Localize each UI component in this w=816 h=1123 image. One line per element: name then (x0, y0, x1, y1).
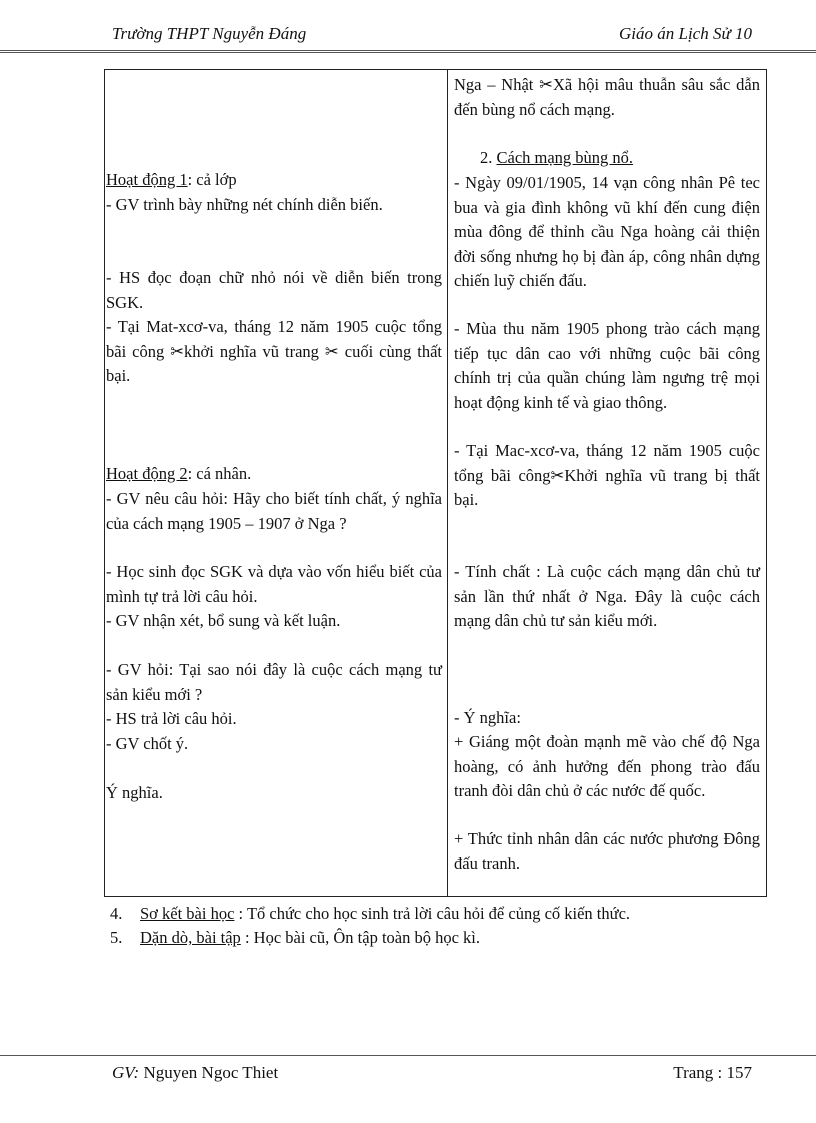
list-item-number: 4. (110, 904, 123, 923)
content-meaning-heading: - Ý nghĩa: (454, 708, 521, 727)
section-heading (454, 146, 786, 171)
activity-2-step-4: - GV hỏi: Tại sao nói đây là cuộc cách mạng tư sản kiểu mới ? (106, 660, 442, 704)
content-meaning-2: + Thức tỉnh nhân dân các nước phương Đông đấu tranh. (454, 829, 760, 873)
content-nature: - Tính chất : Là cuộc cách mạng dân chủ tư sản lần thứ nhất ở Nga. Đây là cuộc cách mạng dân chủ tư sản kiểu mới. (454, 562, 760, 630)
activity-1-mode: : cả lớp (187, 170, 237, 189)
list-item-number: 5. (110, 928, 123, 947)
activity-2-label: Hoạt động 2 (106, 464, 188, 483)
content-meaning-1: + Giáng một đoàn mạnh mẽ vào chế độ Nga hoàng, có ảnh hưởng đến phong trào đấu tranh đòi dân chủ ở các nước đế quốc. (454, 732, 760, 800)
header-subject: Giáo án Lịch Sử 10 (619, 24, 752, 43)
footer-page-number: Trang : 157 (673, 1063, 752, 1082)
activity-2-step-6: - GV chốt ý. (106, 734, 189, 753)
footer-gv-label: GV: (112, 1063, 140, 1082)
footer-teacher (112, 1063, 278, 1083)
list-item-label: Dặn dò, bài tập (140, 928, 241, 947)
activity-2-heading (106, 462, 442, 487)
section-title: Cách mạng bùng nổ. (496, 148, 634, 167)
lesson-table (104, 69, 767, 897)
footer-teacher-name: Nguyen Ngoc Thiet (139, 1063, 279, 1082)
content-event-2: - Mùa thu năm 1905 phong trào cách mạng tiếp tục dân cao với những cuộc bãi công chính trị của quần chúng làm ngưng trệ mọi hoạt động kinh tế và giao thông. (454, 319, 760, 412)
content-event-1: - Ngày 09/01/1905, 14 vạn công nhân Pê tec bua và gia đình không vũ khí đến cung điện mùa đông để thỉnh cầu Nga hoàng cải thiện đời sống nhưng họ bị đàn áp, công nhân dựng chiến luỹ chiến đấu. (454, 173, 760, 290)
column-divider (447, 70, 448, 896)
activity-2-step-3: - GV nhận xét, bổ sung và kết luận. (106, 611, 341, 630)
list-item (110, 902, 630, 926)
activity-1-heading (106, 168, 442, 193)
header-rule (0, 50, 816, 53)
activity-1-step-2: - HS đọc đoạn chữ nhỏ nói về diễn biến trong SGK. (106, 268, 442, 312)
activity-1-step-3: - Tại Mat-xcơ-va, tháng 12 năm 1905 cuộc tổng bãi công ✂khởi nghĩa vũ trang ✂ cuối cùng thất bại. (106, 317, 442, 385)
list-item-label: Sơ kết bài học (140, 904, 235, 923)
section-number: 2. (480, 148, 497, 167)
list-item-text: : Học bài cũ, Ôn tập toàn bộ học kì. (240, 928, 481, 947)
activity-2-step-5: - HS trả lời câu hỏi. (106, 709, 237, 728)
content-event-3: - Tại Mac-xcơ-va, tháng 12 năm 1905 cuộc tổng bãi công✂Khởi nghĩa vũ trang bị thất bại. (454, 441, 760, 509)
activity-1-step-1: - GV trình bày những nét chính diễn biến. (106, 195, 383, 214)
header-school: Trường THPT Nguyễn Đáng (112, 24, 307, 43)
activity-2-meaning: Ý nghĩa. (106, 783, 163, 802)
activity-1-label: Hoạt động 1 (106, 170, 188, 189)
list-item-text: : Tổ chức cho học sinh trả lời câu hỏi để củng cố kiến thức. (234, 904, 631, 923)
content-intro: Nga – Nhật ✂Xã hội mâu thuẫn sâu sắc dẫn đến bùng nổ cách mạng. (454, 75, 760, 119)
footer-rule (0, 1055, 816, 1056)
page-header (0, 0, 816, 56)
activity-2-mode: : cá nhân. (187, 464, 252, 483)
list-item (110, 926, 480, 950)
activity-2-step-1: - GV nêu câu hỏi: Hãy cho biết tính chất, ý nghĩa của cách mạng 1905 – 1907 ở Nga ? (106, 489, 442, 533)
activity-2-step-2: - Học sinh đọc SGK và dựa vào vốn hiểu biết của mình tự trả lời câu hỏi. (106, 562, 442, 606)
